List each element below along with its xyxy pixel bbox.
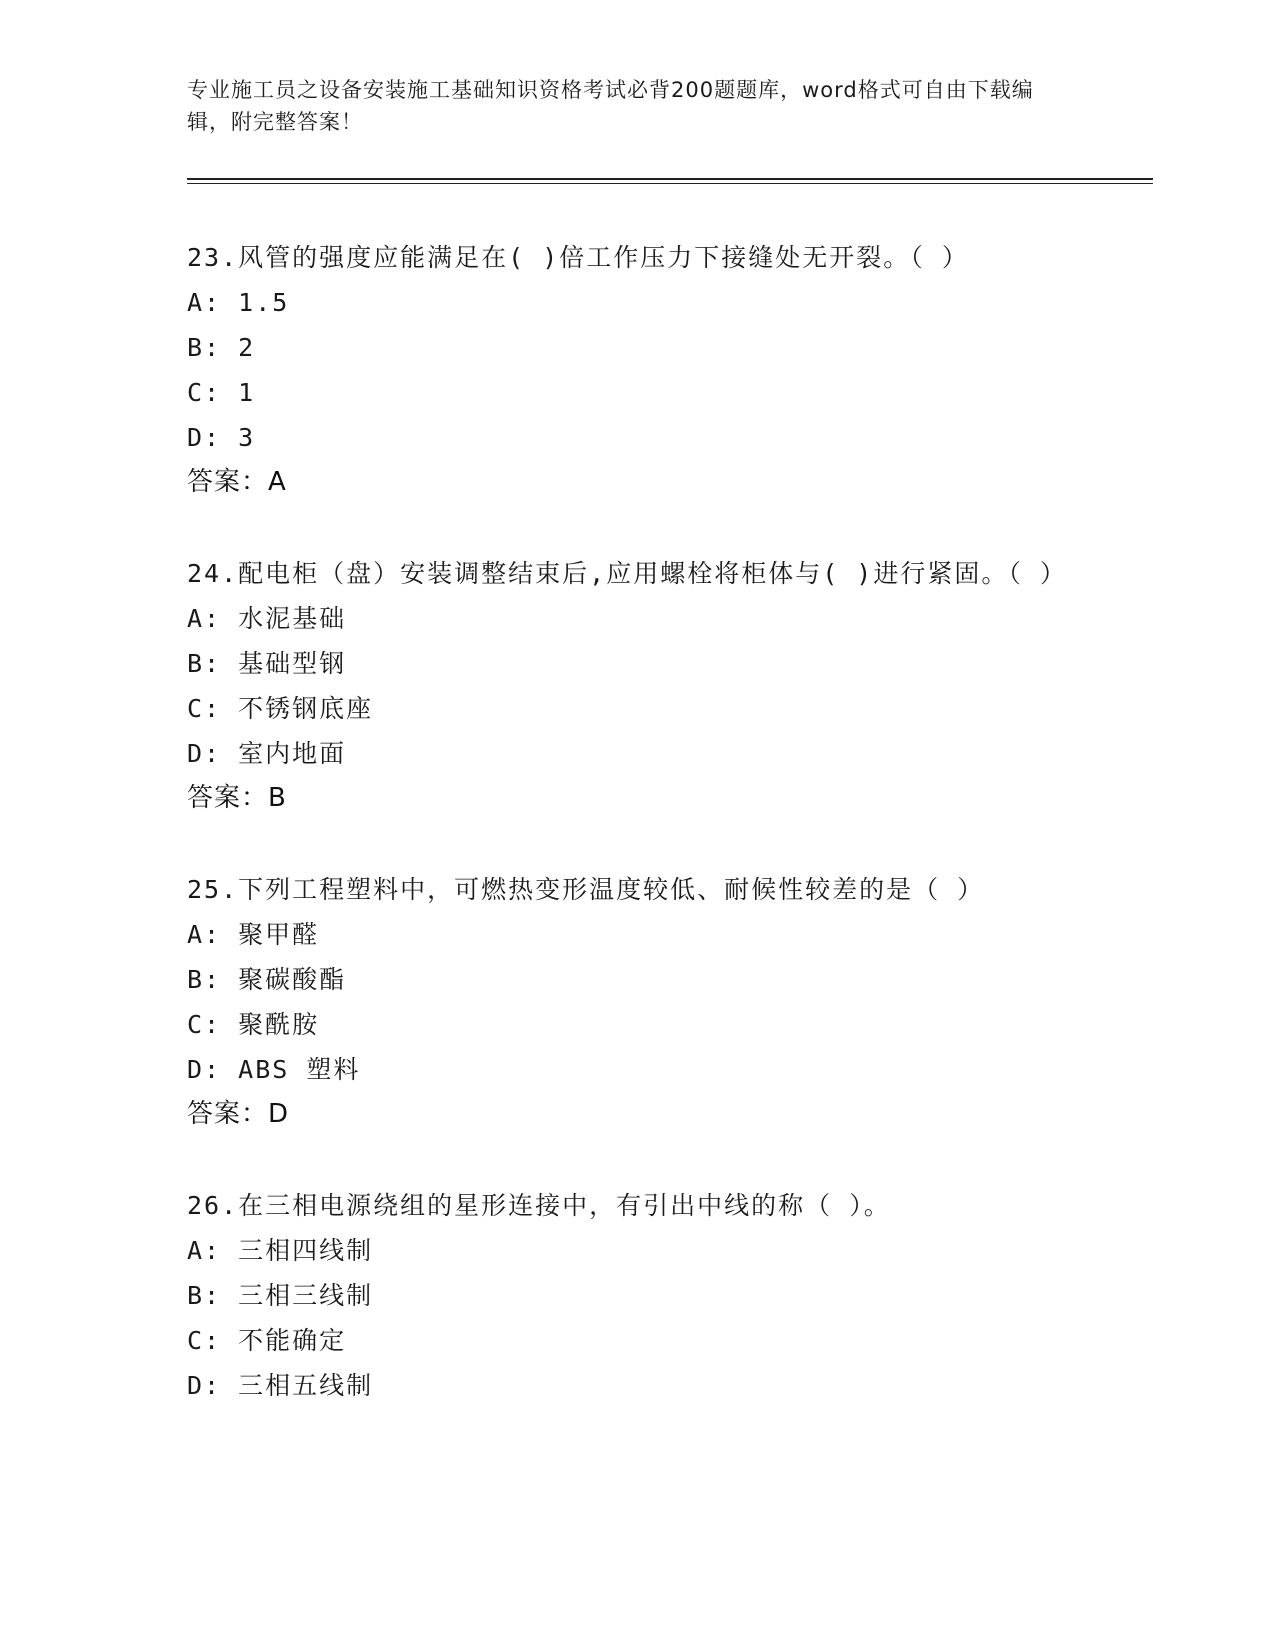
option-a	[187, 596, 1087, 641]
option-text: 聚碳酸酯	[238, 965, 347, 994]
question-spacer	[187, 504, 1087, 552]
option-d	[187, 731, 1087, 776]
option-c	[187, 686, 1087, 731]
option-letter: C:	[187, 1326, 222, 1355]
question-stem: 25.下列工程塑料中，可燃热变形温度较低、耐候性较差的是（ ）	[187, 875, 985, 904]
question-spacer	[187, 1136, 1087, 1184]
option-text: 基础型钢	[238, 649, 347, 678]
option-a	[187, 280, 1087, 325]
option-text: 不能确定	[238, 1326, 347, 1355]
option-letter: C:	[187, 378, 222, 407]
answer-line: 答案：B	[187, 783, 287, 813]
option-text: 室内地面	[238, 739, 347, 768]
question-23	[187, 236, 1087, 504]
option-d	[187, 1363, 1087, 1408]
option-b	[187, 1273, 1087, 1318]
question-stem: 24.配电柜（盘）安装调整结束后,应用螺栓将柜体与( )进行紧固。（ ）	[187, 559, 1067, 588]
option-text: 三相四线制	[238, 1236, 374, 1265]
option-letter: B:	[187, 649, 222, 678]
option-c	[187, 1002, 1087, 1047]
option-letter: A:	[187, 604, 222, 633]
option-letter: B:	[187, 333, 222, 362]
option-c	[187, 1318, 1087, 1363]
option-text: 水泥基础	[238, 604, 347, 633]
option-text: 1.5	[238, 288, 290, 317]
option-text: 聚甲醛	[238, 920, 320, 949]
option-text: 三相三线制	[238, 1281, 374, 1310]
option-letter: D:	[187, 1055, 222, 1084]
option-c	[187, 370, 1087, 415]
option-letter: C:	[187, 694, 222, 723]
option-d	[187, 1047, 1087, 1092]
option-text: 聚酰胺	[238, 1010, 320, 1039]
answer-line: 答案：A	[187, 467, 287, 497]
option-letter: B:	[187, 965, 222, 994]
option-letter: D:	[187, 423, 222, 452]
option-d	[187, 415, 1087, 460]
question-24	[187, 552, 1087, 820]
option-letter: A:	[187, 1236, 222, 1265]
option-letter: B:	[187, 1281, 222, 1310]
option-b	[187, 325, 1087, 370]
option-text: ABS 塑料	[238, 1055, 361, 1084]
option-text: 不锈钢底座	[238, 694, 374, 723]
header-divider-thin	[187, 183, 1153, 184]
document-header: 专业施工员之设备安装施工基础知识资格考试必背200题题库，word格式可自由下载编辑，附完整答案！	[187, 78, 1034, 134]
question-stem: 26.在三相电源绕组的星形连接中，有引出中线的称（ ）。	[187, 1191, 891, 1220]
question-list	[187, 236, 1087, 1408]
answer-line: 答案：D	[187, 1099, 290, 1129]
question-26	[187, 1184, 1087, 1408]
option-letter: A:	[187, 288, 222, 317]
header-divider-thick	[187, 178, 1153, 180]
question-spacer	[187, 820, 1087, 868]
option-b	[187, 957, 1087, 1002]
question-stem: 23.风管的强度应能满足在( )倍工作压力下接缝处无开裂。（ ）	[187, 243, 969, 272]
option-text: 三相五线制	[238, 1371, 374, 1400]
option-a	[187, 1228, 1087, 1273]
option-letter: D:	[187, 739, 222, 768]
question-25	[187, 868, 1087, 1136]
option-letter: D:	[187, 1371, 222, 1400]
option-text: 2	[238, 333, 256, 362]
option-letter: C:	[187, 1010, 222, 1039]
option-b	[187, 641, 1087, 686]
option-a	[187, 912, 1087, 957]
option-text: 1	[238, 378, 256, 407]
option-letter: A:	[187, 920, 222, 949]
option-text: 3	[238, 423, 256, 452]
